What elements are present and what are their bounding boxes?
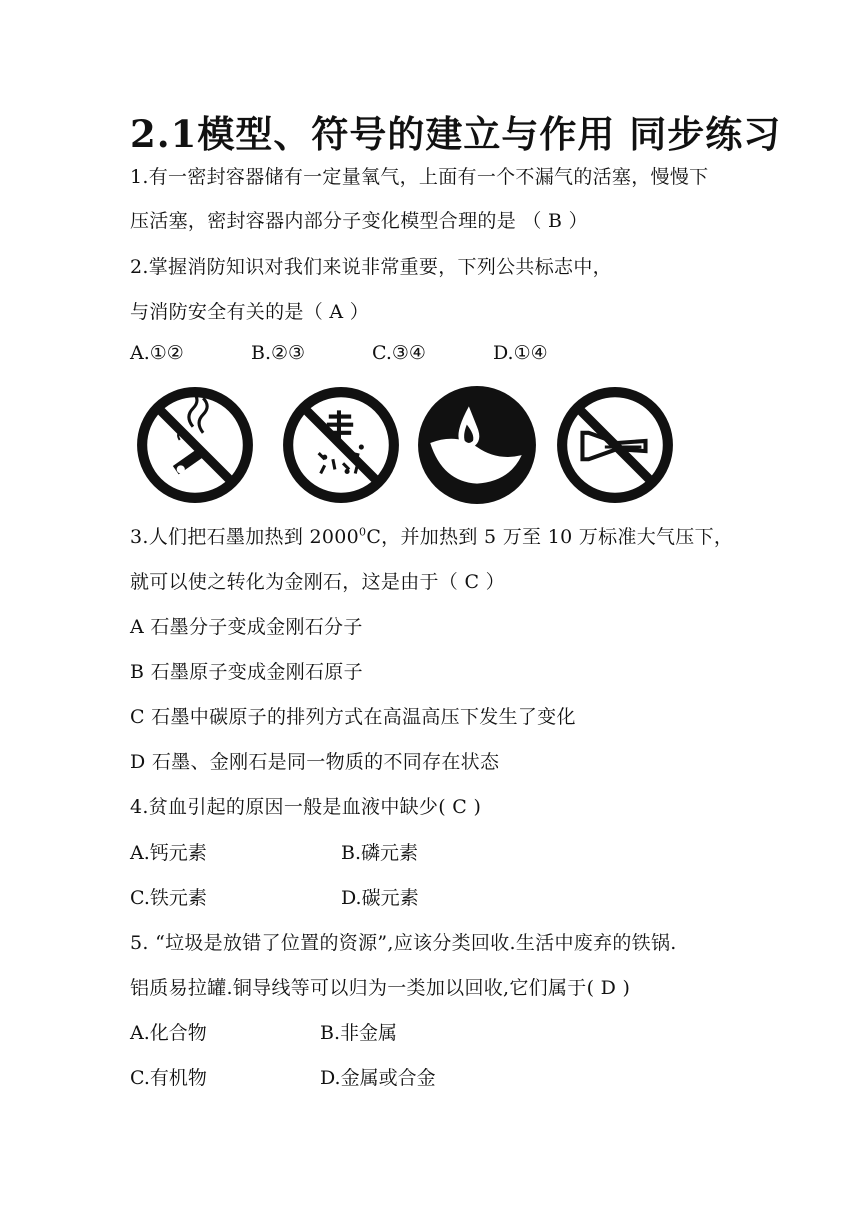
q2-line2: 与消防安全有关的是（ A ） bbox=[130, 301, 370, 323]
q4-option-c: C.铁元素 bbox=[130, 887, 207, 909]
q4-line1: 4.贫血引起的原因一般是血液中缺少( C ) bbox=[130, 796, 482, 818]
q2-option-a: A.①② bbox=[130, 342, 184, 364]
q5-line1: 5. “垃圾是放错了位置的资源”,应该分类回收.生活中废弃的铁锅. bbox=[130, 932, 677, 954]
q2-option-b: B.②③ bbox=[251, 342, 306, 364]
q3-option-d: D 石墨、金刚石是同一物质的不同存在状态 bbox=[130, 751, 500, 773]
q2-option-d: D.①④ bbox=[493, 342, 548, 364]
q4-option-d: D.碳元素 bbox=[341, 887, 419, 909]
water-drop-sign-icon bbox=[416, 384, 538, 506]
q3-degree-superscript: 0 bbox=[359, 525, 367, 539]
q3-option-b: B 石墨原子变成金刚石原子 bbox=[130, 661, 363, 683]
q3-option-a: A 石墨分子变成金刚石分子 bbox=[130, 616, 363, 638]
q4-option-b: B.磷元素 bbox=[341, 842, 419, 864]
q5-option-b: B.非金属 bbox=[320, 1022, 398, 1044]
no-smoking-sign-icon bbox=[134, 384, 256, 506]
q5-option-c: C.有机物 bbox=[130, 1067, 207, 1089]
q2-option-c: C.③④ bbox=[372, 342, 426, 364]
q5-line2: 铝质易拉罐.铜导线等可以归为一类加以回收,它们属于( D ) bbox=[130, 977, 631, 999]
q3-line2: 就可以使之转化为金刚石，这是由于（ C ） bbox=[130, 571, 505, 593]
q1-line1: 1.有一密封容器储有一定量氧气，上面有一个不漏气的活塞，慢慢下 bbox=[130, 166, 709, 188]
q3-option-c: C 石墨中碳原子的排列方式在高温高压下发生了变化 bbox=[130, 706, 576, 728]
q5-option-d: D.金属或合金 bbox=[320, 1067, 436, 1089]
q3-line1-part-a: 3.人们把石墨加热到 2000 bbox=[130, 526, 360, 548]
q3-line1 bbox=[130, 522, 733, 549]
q4-option-a: A.钙元素 bbox=[130, 842, 207, 864]
no-fireworks-sign-icon bbox=[280, 384, 402, 506]
q3-line1-part-b: C，并加热到 5 万至 10 万标准大气压下， bbox=[366, 526, 734, 548]
no-horn-sign-icon bbox=[554, 384, 676, 506]
q2-line1: 2.掌握消防知识对我们来说非常重要，下列公共标志中， bbox=[130, 256, 612, 278]
q1-line2: 压活塞，密封容器内部分子变化模型合理的是 （ B ） bbox=[130, 210, 588, 232]
q5-option-a: A.化合物 bbox=[130, 1022, 207, 1044]
public-signs-row bbox=[134, 384, 694, 506]
page-title: 2.1模型、符号的建立与作用 同步练习 bbox=[130, 112, 782, 156]
